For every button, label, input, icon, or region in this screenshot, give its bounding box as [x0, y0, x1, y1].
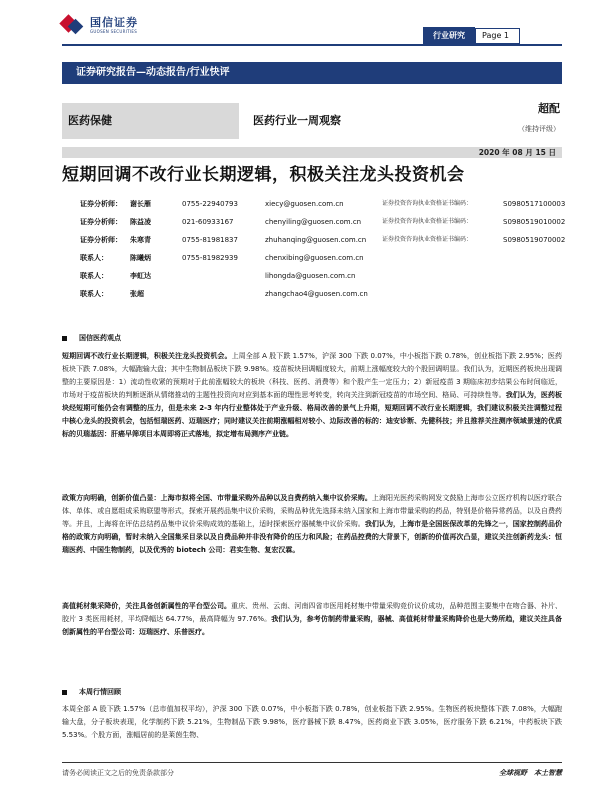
analyst-cert-number: S0980517100003 — [503, 200, 566, 208]
analyst-name: 谢长雁 — [130, 200, 151, 208]
analyst-cert-number: S0980519010002 — [503, 218, 566, 226]
logo-english: GUOSEN SECURITIES — [90, 28, 138, 34]
page-number: Page 1 — [475, 28, 520, 44]
header-divider — [62, 44, 562, 46]
contact-name: 李虹达 — [130, 272, 151, 280]
paragraph-consumables — [62, 600, 562, 639]
footer-slogan: 全球视野 本土智慧 — [499, 768, 562, 777]
logo-name: 国信证券 — [90, 15, 138, 29]
paragraph-highlight: 上海市拟将全国、市带量采购外品种以及自费药纳入集中议价采购。 — [160, 494, 372, 502]
report-name: 医药行业一周观察 — [253, 114, 341, 127]
section-title: 国信医药观点 — [79, 334, 121, 342]
header-tags — [423, 27, 520, 44]
rating-label: 超配 — [538, 102, 560, 115]
contact-phone: 0755-81982939 — [182, 254, 238, 262]
bullet-square-icon — [62, 336, 67, 341]
analyst-role: 证券分析师： — [80, 218, 122, 226]
analyst-role: 证券分析师： — [80, 236, 122, 244]
paragraph-conclusion: 我们认为，参考仿制药带量采购，器械、高值耗材带量采购降价也是大势所趋，建议关注具备创新属性的平台型公司：迈瑞医疗、乐普医疗。 — [62, 615, 562, 636]
analyst-email[interactable]: chenyiling@guosen.com.cn — [265, 218, 362, 226]
analyst-email[interactable]: xiecy@guosen.com.cn — [265, 200, 344, 208]
contact-email[interactable]: lihongda@guosen.com.cn — [265, 272, 356, 280]
paragraph-body: 上周全部 A 股下跌 1.57%，沪深 300 下跌 0.07%，中小板指下跌 0.78%，创业板指下跌 2.95%；医药板块下跌 7.08%，大幅跑输大盘；其中生物制品板块下跌 9.98%。疫苗板块回调幅度较大，前期上涨幅度较大的个股回调明显。我们认为，近期医药板块出现调整的主要原因是：1）流动性收紧的预期对于此前涨幅较大的板块（科技、医药、消费等）和个股产生一定压力；2）新冠疫苗 3 期临床初步结果公布时间临近，市场对于疫苗板块的判断逐渐从情绪推动的主题性投资向对应到基本面的理性思考转变，转向关注到新冠疫苗的市场空间、格局、可持续性等。 — [62, 352, 562, 399]
sector-name: 医药保健 — [62, 103, 239, 139]
paragraph-body: 重庆、贵州、云南、河南四省市医用耗材集中带量采购竞价议价成功，品种范围主要集中在吻合器、补片、胶片 3 类医用耗材，平均降幅达 64.77%，最高降幅为 97.76%。 — [62, 602, 563, 623]
page-title: 短期回调不改行业长期逻辑，积极关注龙头投资机会 — [62, 165, 465, 185]
section-heading-views — [62, 333, 121, 343]
logo-mark-icon — [62, 15, 84, 35]
paragraph-market-view — [62, 350, 562, 441]
analyst-phone: 0755-81981837 — [182, 236, 238, 244]
report-date: 2020 年 08 月 15 日 — [62, 147, 562, 158]
paragraph-conclusion: 我们认为，上海市是全国医保改革的先锋之一，国家控制药品价格的政策方向明确，暂时未纳入全国集采目录以及自费品种并非没有降价的压力和风险；在药品控费的大背景下，创新的价值再次凸显，建议关注创新药龙头：恒瑞医药、中国生物制药，以及优秀的 biotech 公司：君实生物、复宏汉霖。 — [62, 520, 563, 554]
analyst-cert-label: 证券投资咨询执业资格证书编码： — [382, 218, 473, 225]
analyst-phone: 0755-22940793 — [182, 200, 238, 208]
bullet-square-icon — [62, 690, 67, 695]
footer-divider — [62, 762, 562, 763]
contact-role: 联系人： — [80, 290, 108, 298]
paragraph-body: 上海阳光医药采购网发文鼓励上海市公立医疗机构以医疗联合体、单体、或自愿组成采购联盟等形式，探索开展药品集中议价采购，采购品种优先选择未纳入国家和上海市带量采购的药品，特别是价格异常药品，以及自费药等。并且，上海将在评估总结药品集中议价采购成效的基础上，适时探索医疗器械集中议价采购。 — [62, 494, 563, 528]
section-heading-market-review — [62, 687, 121, 697]
contact-email[interactable]: chenxibing@guosen.com.cn — [265, 254, 364, 262]
contact-name: 陈曦炳 — [130, 254, 151, 262]
footer-disclaimer: 请务必阅读正文之后的免责条款部分 — [62, 769, 174, 777]
analyst-role: 证券分析师： — [80, 200, 122, 208]
paragraph-lead: 短期回调不改行业长期逻辑，积极关注龙头投资机会。 — [62, 352, 232, 360]
contact-role: 联系人： — [80, 272, 108, 280]
report-type-banner: 证券研究报告—动态报告/行业快评 — [62, 62, 562, 84]
paragraph-body: 本周全部 A 股下跌 1.57%（总市值加权平均），沪深 300 下跌 0.07%，中小板指下跌 0.78%，创业板指下跌 2.95%。生物医药板块整体下跌 7.08%，大幅跑输大盘，分子板块表现，化学制药下跌 5.21%，生物制品下跌 9.98%，医疗器械下跌 8.47%，医药商业下跌 3.05%，医疗服务下跌 6.21%，中药板块下跌 5.53%。个股方面，涨幅居前的是莱茵生物、 — [62, 705, 562, 739]
rating-note: （维持评级） — [518, 125, 560, 133]
contact-email[interactable]: zhangchao4@guosen.com.cn — [265, 290, 368, 298]
analyst-email[interactable]: zhuhanqing@guosen.com.cn — [265, 236, 367, 244]
paragraph-lead: 高值耗材集采降价，关注具备创新属性的平台型公司。 — [62, 602, 232, 610]
analyst-cert-label: 证券投资咨询执业资格证书编码： — [382, 236, 473, 243]
analyst-phone: 021-60933167 — [182, 218, 234, 226]
paragraph-policy — [62, 492, 562, 557]
analyst-name: 朱寒青 — [130, 236, 151, 244]
contact-name: 张超 — [130, 290, 144, 298]
paragraph-conclusion: 我们认为，医药板块经短期可能仍会有调整的压力，但是未来 2-3 年内行业整体处于产业升级、格局改善的景气上升期，短期回调不改行业长期逻辑，我们建议积极关注调整过程中核心龙头的投资机会，包括恒瑞医药、迈瑞医疗；同时建议关注前期涨幅相对较小、边际改善的标的：迪安诊断、先健科技；并且推荐关注测序领域景速的优质标的贝瑞基因：肝癌早筛项目本周即将正式落地，拟定增布局测序产业链。 — [62, 391, 563, 438]
analyst-cert-label: 证券投资咨询执业资格证书编码： — [382, 200, 473, 207]
analyst-name: 陈益凌 — [130, 218, 151, 226]
contact-role: 联系人： — [80, 254, 108, 262]
paragraph-market-review — [62, 703, 562, 759]
paragraph-lead: 政策方向明确，创新价值凸显： — [62, 494, 161, 502]
section-title: 本周行情回顾 — [79, 688, 121, 696]
category-label: 行业研究 — [423, 27, 475, 44]
brand-logo — [62, 14, 138, 36]
analyst-cert-number: S0980519070002 — [503, 236, 566, 244]
